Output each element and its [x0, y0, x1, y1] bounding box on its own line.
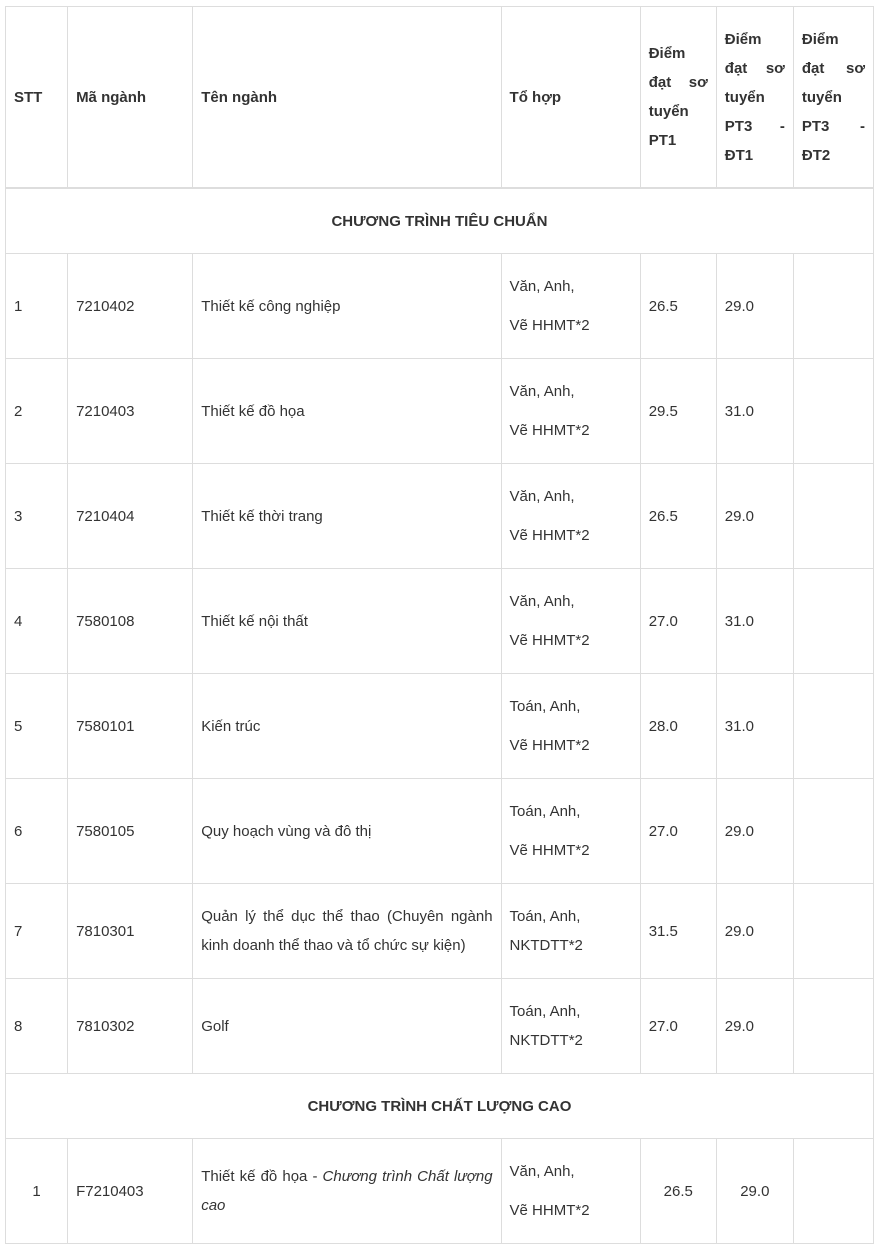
cell-ten: Thiết kế đồ họa: [193, 359, 501, 464]
cell-pt1: 29.5: [640, 359, 716, 464]
section-title-standard: CHƯƠNG TRÌNH TIÊU CHUẨN: [6, 188, 874, 254]
to-hop-line-2: Vẽ HHMT*2: [509, 737, 590, 754]
to-hop-line-2: Vẽ HHMT*2: [509, 527, 590, 544]
to-hop-line-1: Văn, Anh,: [509, 383, 575, 400]
cell-to-hop: [501, 884, 640, 979]
table-row: [6, 979, 874, 1074]
cell-stt: 7: [6, 884, 68, 979]
table-row: [6, 674, 874, 779]
cell-ten: Quản lý thể dục thể thao (Chuyên ngành kinh doanh thể thao và tổ chức sự kiện): [193, 884, 501, 979]
cell-pt1: 27.0: [640, 979, 716, 1074]
cell-to-hop: [501, 979, 640, 1074]
cell-ma: 7580101: [68, 674, 193, 779]
cell-ma: 7210403: [68, 359, 193, 464]
section-row-standard: [6, 188, 874, 254]
ten-main: Thiết kế đồ họa -: [201, 1168, 323, 1185]
section-row-high-quality: [6, 1074, 874, 1139]
header-pt3-dt1: Điểm đạt sơ tuyển PT3 - ĐT1: [716, 7, 793, 189]
cell-pt3-dt2: [793, 569, 873, 674]
cell-ten: Golf: [193, 979, 501, 1074]
cell-pt3-dt2: [793, 674, 873, 779]
header-pt3-dt2: Điểm đạt sơ tuyển PT3 - ĐT2: [793, 7, 873, 189]
cell-stt: 6: [6, 779, 68, 884]
cell-ma: 7210402: [68, 254, 193, 359]
cell-pt3-dt1: 29.0: [716, 979, 793, 1074]
to-hop-line-2: Vẽ HHMT*2: [509, 632, 590, 649]
cell-ma: F7210403: [68, 1139, 193, 1244]
cell-stt: 1: [6, 1139, 68, 1244]
header-ten-nganh: Tên ngành: [193, 7, 501, 189]
cell-ten: Kiến trúc: [193, 674, 501, 779]
ten-program-note: Chương trình Chất lượng cao: [201, 1168, 493, 1214]
cell-stt: 1: [6, 254, 68, 359]
header-to-hop: Tổ hợp: [501, 7, 640, 189]
header-pt1: Điểm đạt sơ tuyển PT1: [640, 7, 716, 189]
to-hop-line-1: Văn, Anh,: [509, 488, 575, 505]
table-row: [6, 569, 874, 674]
cell-pt3-dt2: [793, 254, 873, 359]
table-row: [6, 359, 874, 464]
cell-to-hop: [501, 569, 640, 674]
cell-ten: Thiết kế nội thất: [193, 569, 501, 674]
cell-pt3-dt1: 29.0: [716, 254, 793, 359]
cell-pt3-dt1: 31.0: [716, 359, 793, 464]
cell-pt3-dt1: 31.0: [716, 674, 793, 779]
cell-ten: Thiết kế thời trang: [193, 464, 501, 569]
cell-pt3-dt2: [793, 1139, 873, 1244]
cell-pt3-dt1: 31.0: [716, 569, 793, 674]
to-hop-line-1: Toán, Anh,: [509, 803, 581, 820]
to-hop-line-1: Văn, Anh,: [509, 1163, 575, 1180]
to-hop-line-2: NKTDTT*2: [509, 1032, 583, 1049]
cell-pt3-dt1: 29.0: [716, 884, 793, 979]
section-title-high-quality: CHƯƠNG TRÌNH CHẤT LƯỢNG CAO: [6, 1074, 874, 1139]
cell-to-hop: [501, 779, 640, 884]
table-row: [6, 884, 874, 979]
cell-ma: 7580108: [68, 569, 193, 674]
cell-pt1: 28.0: [640, 674, 716, 779]
to-hop-line-2: Vẽ HHMT*2: [509, 842, 590, 859]
cell-ma: 7210404: [68, 464, 193, 569]
to-hop-line-2: NKTDTT*2: [509, 937, 583, 954]
cell-ten: Quy hoạch vùng và đô thị: [193, 779, 501, 884]
cell-to-hop: [501, 359, 640, 464]
cell-pt3-dt2: [793, 884, 873, 979]
table-row: [6, 1139, 874, 1244]
to-hop-line-1: Văn, Anh,: [509, 593, 575, 610]
cell-stt: 2: [6, 359, 68, 464]
cell-ma: 7810302: [68, 979, 193, 1074]
table-row: [6, 779, 874, 884]
to-hop-line-2: Vẽ HHMT*2: [509, 422, 590, 439]
to-hop-line-1: Toán, Anh,: [509, 908, 581, 925]
cell-stt: 5: [6, 674, 68, 779]
to-hop-line-2: Vẽ HHMT*2: [509, 1202, 590, 1219]
to-hop-line-1: Toán, Anh,: [509, 1003, 581, 1020]
cell-ma: 7810301: [68, 884, 193, 979]
cell-stt: 8: [6, 979, 68, 1074]
cell-pt1: 26.5: [640, 464, 716, 569]
cell-pt3-dt2: [793, 779, 873, 884]
cell-to-hop: [501, 674, 640, 779]
cell-pt1: 31.5: [640, 884, 716, 979]
table-header-row: [6, 7, 874, 189]
cell-pt3-dt2: [793, 359, 873, 464]
cell-stt: 3: [6, 464, 68, 569]
cell-pt3-dt1: 29.0: [716, 464, 793, 569]
cell-pt1: 26.5: [640, 1139, 716, 1244]
table-row: [6, 464, 874, 569]
table-row: [6, 254, 874, 359]
to-hop-line-1: Văn, Anh,: [509, 278, 575, 295]
cell-stt: 4: [6, 569, 68, 674]
cell-to-hop: [501, 464, 640, 569]
cell-pt3-dt2: [793, 979, 873, 1074]
to-hop-line-2: Vẽ HHMT*2: [509, 317, 590, 334]
header-ma-nganh: Mã ngành: [68, 7, 193, 189]
cell-ten: Thiết kế công nghiệp: [193, 254, 501, 359]
cell-pt3-dt1: 29.0: [716, 1139, 793, 1244]
cell-pt3-dt2: [793, 464, 873, 569]
cell-pt1: 27.0: [640, 569, 716, 674]
cell-pt1: 27.0: [640, 779, 716, 884]
cell-to-hop: [501, 1139, 640, 1244]
to-hop-line-1: Toán, Anh,: [509, 698, 581, 715]
header-stt: STT: [6, 7, 68, 189]
cell-to-hop: [501, 254, 640, 359]
cell-pt3-dt1: 29.0: [716, 779, 793, 884]
cell-ten: [193, 1139, 501, 1244]
cell-pt1: 26.5: [640, 254, 716, 359]
admission-score-table: [5, 6, 874, 1244]
cell-ma: 7580105: [68, 779, 193, 884]
